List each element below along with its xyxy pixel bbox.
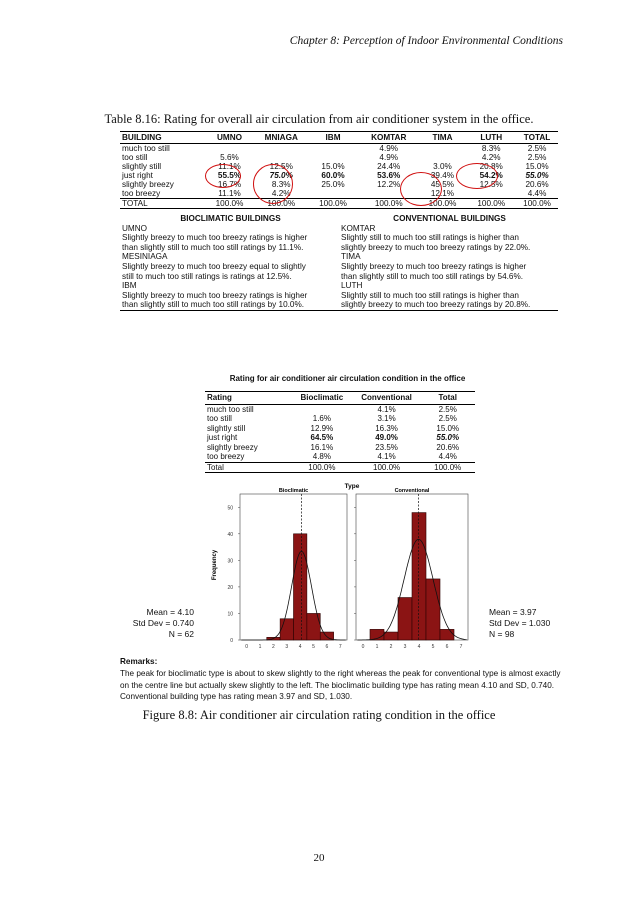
summary-table-title: Rating for air conditioner air circulation condition in the office xyxy=(229,374,466,383)
table-cell: 39.4% xyxy=(430,171,455,180)
table-cell xyxy=(466,189,516,199)
y-tick-label: 40 xyxy=(227,531,233,538)
note-line: UMNO xyxy=(122,223,148,233)
y-tick-label: 30 xyxy=(227,558,233,565)
note-line: Slightly still to much too still ratings is higher than xyxy=(341,233,519,243)
table-cell: 4.4% xyxy=(527,189,547,198)
note-line: IBM xyxy=(122,281,137,291)
table-cell: 4.2% xyxy=(481,153,501,162)
table-cell: 4.4% xyxy=(438,452,457,461)
table-cell: 100.0% xyxy=(516,199,558,209)
row-label: slightly still xyxy=(207,423,246,433)
row-label: too still xyxy=(207,414,232,423)
y-tick-label: 0 xyxy=(230,638,233,644)
remarks xyxy=(120,656,566,703)
table-cell: 55.5% xyxy=(217,171,242,180)
table-cell: 16.7% xyxy=(217,180,242,189)
total-row xyxy=(205,462,475,473)
table-cell: 12.1% xyxy=(430,189,455,198)
note-line: than slightly still to much too still ratings by 10.0%. xyxy=(122,300,305,310)
table-cell: 4.8% xyxy=(312,452,331,461)
table-cell: 4.9% xyxy=(379,153,399,162)
table-cell: 54.2% xyxy=(479,171,503,180)
x-tick-label: 5 xyxy=(312,644,315,650)
figure-caption: Figure 8.8: Air conditioner air circulation rating condition in the office xyxy=(142,708,496,722)
running-head: Chapter 8: Perception of Indoor Environmental Conditions xyxy=(289,35,563,47)
x-tick-label: 1 xyxy=(375,644,379,650)
note-line: LUTH xyxy=(341,281,363,291)
table-cell: 49.0% xyxy=(375,433,398,442)
note-line: Slightly still to much too still ratings is higher than xyxy=(341,290,519,300)
table-cell: 12.2% xyxy=(377,180,401,189)
histogram-bar xyxy=(440,629,454,640)
note-line: Slightly breezy to much too breezy ratings is higher xyxy=(122,233,308,243)
table-cell: 100.0% xyxy=(419,199,467,209)
row-label: just right xyxy=(122,171,153,180)
table-row xyxy=(205,414,475,424)
page-number: 20 xyxy=(313,852,325,864)
stats-bioclimatic xyxy=(118,607,194,640)
histogram-bar xyxy=(384,632,398,640)
table-cell: 2.5% xyxy=(527,144,547,153)
column-header: KOMTAR xyxy=(359,132,419,144)
table-cell: 8.3% xyxy=(271,180,291,189)
table-cell: 16.3% xyxy=(375,423,398,433)
x-tick-label: 7 xyxy=(338,644,342,650)
stat-mean: Mean = 4.10 xyxy=(146,607,194,617)
stat-sd: Std Dev = 0.740 xyxy=(132,618,194,628)
table-cell xyxy=(255,144,307,154)
row-label: slightly breezy xyxy=(207,442,258,452)
table-cell: 75.0% xyxy=(269,171,293,180)
note-line: KOMTAR xyxy=(341,223,376,233)
conventional-notes xyxy=(339,224,558,310)
remarks-text: The peak for bioclimatic type is about to skew slightly to the right whereas the peak for conventional type is almost exactly on the centre line but actually skew slightly to the left. The bioclimatic building type has rating mean 4.10 and SD, 0.740. Conventional building type has rating mean 3.97 and SD, 1.030. xyxy=(120,668,561,702)
table-cell: 3.1% xyxy=(377,414,396,423)
table-cell: 15.0% xyxy=(525,162,549,171)
column-header: MNIAGA xyxy=(255,132,307,144)
table-cell: 100.0% xyxy=(291,462,353,473)
table-cell xyxy=(307,153,359,162)
table-row xyxy=(205,404,475,414)
x-tick-label: 3 xyxy=(285,644,289,650)
histogram-bar xyxy=(412,513,426,640)
x-tick-label: 1 xyxy=(258,644,262,650)
table-row xyxy=(205,452,475,462)
column-header: TIMA xyxy=(419,132,467,144)
histogram-bar xyxy=(398,598,412,640)
table-row xyxy=(205,424,475,434)
table-row xyxy=(120,153,558,162)
table-cell: 2.5% xyxy=(438,414,457,423)
x-tick-label: 2 xyxy=(389,644,393,650)
table-cell: 100.0% xyxy=(420,462,475,473)
column-header: UMNO xyxy=(204,132,256,144)
note-line: than slightly still to much too still ratings by 11.1%. xyxy=(122,242,304,252)
table-cell: 16.1% xyxy=(310,442,334,452)
histogram-chart xyxy=(200,480,490,652)
summary-table xyxy=(205,391,475,473)
summary-header-row xyxy=(205,392,475,405)
table-cell: 20.6% xyxy=(436,442,460,452)
table-cell: 15.0% xyxy=(321,162,345,171)
row-label: much too still xyxy=(122,144,170,153)
table-cell: 100.0% xyxy=(353,462,421,473)
row-label: too breezy xyxy=(207,452,245,461)
row-label: just right xyxy=(207,433,238,442)
table-cell: 100.0% xyxy=(307,199,359,209)
note-line: MESINIAGA xyxy=(122,252,168,262)
x-tick-label: 4 xyxy=(298,644,302,650)
table-cell: 3.0% xyxy=(433,162,452,171)
stat-mean: Mean = 3.97 xyxy=(489,607,537,617)
table-cell xyxy=(419,144,467,154)
y-tick-label: 20 xyxy=(227,584,233,591)
table-cell: 2.5% xyxy=(527,153,547,162)
column-header: LUTH xyxy=(466,132,516,144)
column-header: IBM xyxy=(307,132,359,144)
note-line: slightly breezy to much too breezy ratings by 20.8%. xyxy=(341,300,531,310)
note-line: Slightly breezy to much too breezy ratings is higher xyxy=(341,261,527,271)
y-axis-ticks xyxy=(227,505,233,644)
note-line: still to much too still ratings is ratings at 12.5%. xyxy=(122,271,292,281)
column-header: Bioclimatic xyxy=(291,392,353,405)
table-cell: 64.5% xyxy=(310,433,334,442)
table-cell: 24.4% xyxy=(377,162,401,171)
x-tick-label: 5 xyxy=(431,644,435,650)
table-cell: 25.0% xyxy=(321,180,345,189)
table-cell: 23.5% xyxy=(375,442,398,452)
histogram-bar xyxy=(294,534,307,640)
x-tick-label: 2 xyxy=(272,644,275,650)
x-tick-label: 3 xyxy=(403,644,407,650)
building-notes xyxy=(120,214,558,311)
table-cell xyxy=(255,153,307,162)
table-row xyxy=(205,433,475,443)
row-label: much too still xyxy=(207,404,254,414)
histogram-bar xyxy=(426,579,440,640)
row-label: Total xyxy=(205,462,291,473)
table-cell: 60.0% xyxy=(321,171,345,180)
y-tick-label: 10 xyxy=(227,611,233,618)
bioclimatic-notes xyxy=(120,224,339,310)
table-cell: 20.8% xyxy=(479,162,503,171)
remarks-heading: Remarks: xyxy=(120,657,158,666)
stat-n: N = 98 xyxy=(489,629,515,639)
highlight-circle-mniaga xyxy=(253,164,293,204)
stats-conventional xyxy=(489,607,569,640)
table-cell: 100.0% xyxy=(359,199,419,209)
column-header: Conventional xyxy=(353,392,421,405)
table-row xyxy=(205,443,475,453)
total-row xyxy=(120,199,558,209)
conventional-heading: CONVENTIONAL BUILDINGS xyxy=(393,214,506,223)
stat-sd: Std Dev = 1.030 xyxy=(489,618,551,628)
table-cell: 100.0% xyxy=(255,199,307,209)
highlight-circle-luth xyxy=(456,163,498,189)
x-tick-label: 7 xyxy=(459,644,463,650)
table-cell: 100.0% xyxy=(466,199,516,209)
x-tick-label: 6 xyxy=(325,644,329,650)
note-line: than slightly still to much too still ratings by 54.6%. xyxy=(341,271,524,281)
table-cell: 55.0% xyxy=(436,433,460,442)
panel-label: Conventional xyxy=(394,488,430,494)
x-tick-label: 0 xyxy=(245,644,249,650)
table-cell: 15.0% xyxy=(436,423,460,433)
highlight-circle-umno xyxy=(205,164,241,188)
table-row xyxy=(120,144,558,154)
highlight-circle-tima xyxy=(400,172,442,206)
note-line: Slightly breezy to much too breezy ratings is higher xyxy=(122,290,308,300)
row-label: too still xyxy=(122,153,148,162)
note-line: slightly breezy to much too breezy ratings by 22.0%. xyxy=(341,242,531,252)
table-cell: 5.6% xyxy=(220,153,239,162)
y-tick-label: 50 xyxy=(227,505,233,512)
table-cell xyxy=(291,404,353,414)
panel-conventional xyxy=(354,488,468,650)
table-row xyxy=(120,189,558,199)
table-cell xyxy=(307,189,359,199)
table-cell xyxy=(204,144,256,154)
column-header: Rating xyxy=(205,392,291,405)
chart-title: Type xyxy=(344,483,360,490)
table-cell: 45.5% xyxy=(430,180,455,189)
table-cell: 2.5% xyxy=(438,404,457,414)
histogram-bar xyxy=(280,619,293,640)
table-cell: 12.5% xyxy=(479,180,503,189)
table-cell: 12.5% xyxy=(269,162,293,171)
table-cell: 4.1% xyxy=(377,452,396,461)
table-cell: 12.9% xyxy=(310,423,334,433)
note-line: TIMA xyxy=(341,252,361,262)
table-cell xyxy=(307,144,359,154)
table-cell: 8.3% xyxy=(481,144,501,153)
table-cell: 11.1% xyxy=(218,162,241,171)
table-cell: 55.0% xyxy=(525,171,549,180)
panel-bioclimatic xyxy=(238,488,347,650)
y-axis-label: Frequency xyxy=(212,549,218,581)
table-cell: 4.1% xyxy=(377,404,396,414)
row-label: TOTAL xyxy=(120,199,204,209)
column-header: TOTAL xyxy=(516,132,558,144)
row-label: slightly still xyxy=(122,162,162,171)
table-caption: Table 8.16: Rating for overall air circulation from air conditioner system in the office. xyxy=(104,112,534,126)
x-tick-label: 6 xyxy=(445,644,449,650)
table-cell: 4.9% xyxy=(379,144,399,153)
table-cell: 53.6% xyxy=(377,171,401,180)
table-cell: 20.6% xyxy=(525,180,549,189)
table-cell xyxy=(419,153,467,162)
row-label: too breezy xyxy=(122,189,161,198)
column-header: BUILDING xyxy=(120,132,204,144)
row-label: slightly breezy xyxy=(122,180,174,189)
stat-n: N = 62 xyxy=(168,629,194,639)
panel-label: Bioclimatic xyxy=(278,488,309,494)
table-cell: 11.1% xyxy=(218,189,241,198)
x-tick-label: 4 xyxy=(417,644,421,650)
table-cell: 100.0% xyxy=(204,199,256,209)
column-header: Total xyxy=(420,392,475,405)
x-tick-label: 0 xyxy=(361,644,365,650)
bioclimatic-heading: BIOCLIMATIC BUILDINGS xyxy=(180,214,281,223)
table-header-row xyxy=(120,132,558,144)
table-cell: 1.6% xyxy=(312,414,331,423)
table-cell: 4.2% xyxy=(271,189,291,198)
note-line: Slightly breezy to much too breezy equal to slightly xyxy=(122,261,306,271)
